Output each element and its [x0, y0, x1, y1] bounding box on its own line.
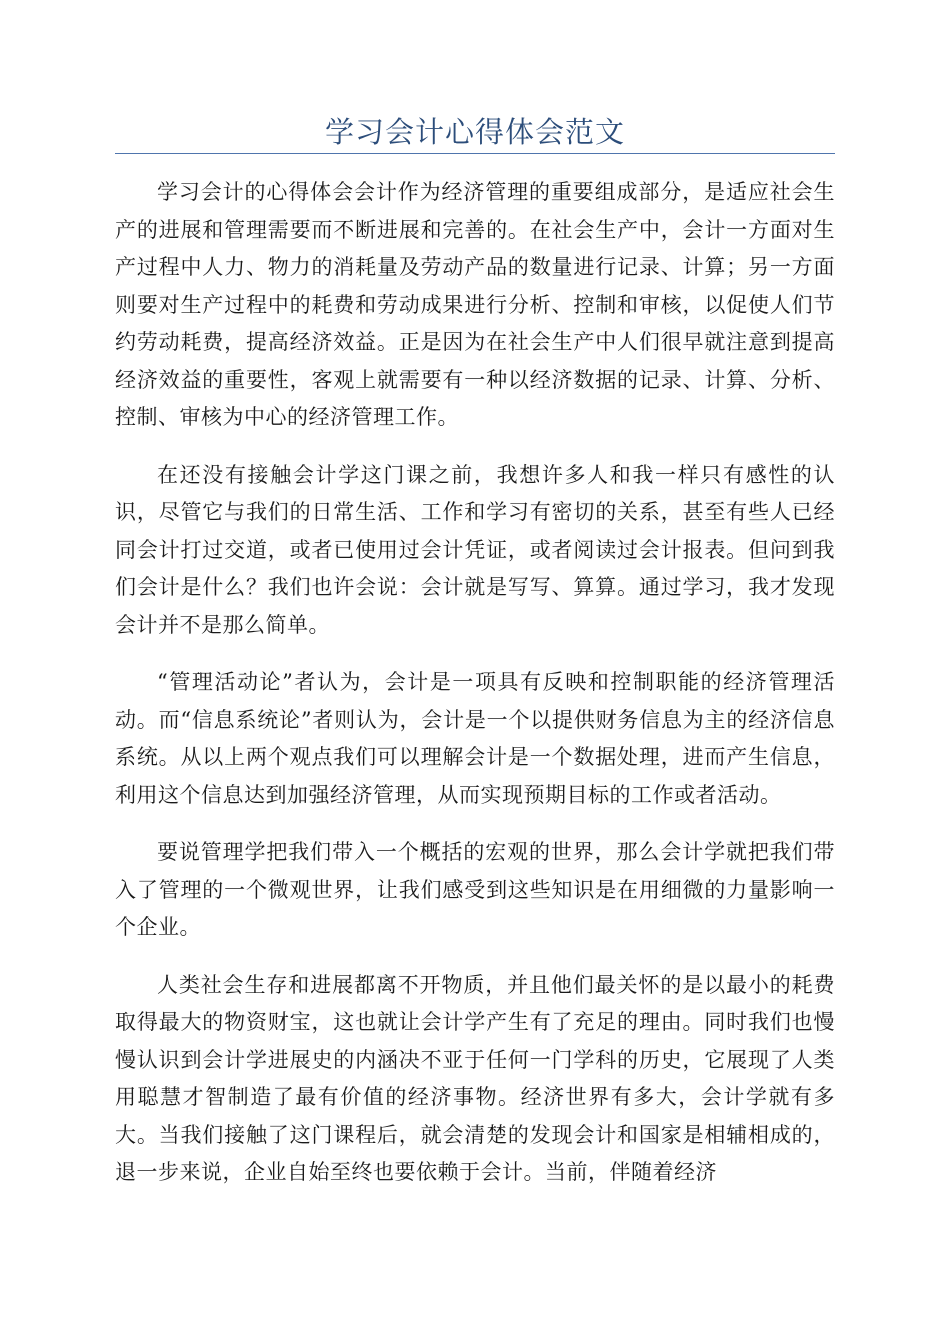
document-body: [115, 174, 835, 1212]
paragraph: 学习会计的心得体会会计作为经济管理的重要组成部分，是适应社会生产的进展和管理需要而不断进展和完善的。在社会生产中，会计一方面对生产过程中人力、物力的消耗量及劳动产品的数量进行记录、计算；另一方面则要对生产过程中的耗费和劳动成果进行分析、控制和审核，以促使人们节约劳动耗费，提高经济效益。正是因为在社会生产中人们很早就注意到提高经济效益的重要性，客观上就需要有一种以经济数据的记录、计算、分析、控制、审核为中心的经济管理工作。: [115, 180, 835, 429]
title-underline: [115, 153, 835, 154]
document-title: 学习会计心得体会范文: [324, 115, 625, 149]
paragraph: 要说管理学把我们带入一个概括的宏观的世界，那么会计学就把我们带入了管理的一个微观世界，让我们感受到这些知识是在用细微的力量影响一个企业。: [115, 840, 835, 939]
paragraph: “管理活动论”者认为，会计是一项具有反映和控制职能的经济管理活动。而“信息系统论”者则认为，会计是一个以提供财务信息为主的经济信息系统。从以上两个观点我们可以理解会计是一个数据处理，进而产生信息，利用这个信息达到加强经济管理，从而实现预期目标的工作或者活动。: [115, 670, 835, 807]
paragraph: 在还没有接触会计学这门课之前，我想许多人和我一样只有感性的认识，尽管它与我们的日常生活、工作和学习有密切的关系，甚至有些人已经同会计打过交道，或者已使用过会计凭证，或者阅读过会计报表。但问到我们会计是什么？我们也许会说：会计就是写写、算算。通过学习，我才发现会计并不是那么简单。: [115, 462, 835, 637]
paragraph: 人类社会生存和进展都离不开物质，并且他们最关怀的是以最小的耗费取得最大的物资财宝，这也就让会计学产生有了充足的理由。同时我们也慢慢认识到会计学进展史的内涵决不亚于任何一门学科的历史，它展现了人类用聪慧才智制造了最有价值的经济事物。经济世界有多大，会计学就有多大。当我们接触了这门课程后，就会清楚的发现会计和国家是相辅相成的，退一步来说，企业自始至终也要依赖于会计。当前，伴随着经济: [115, 972, 835, 1184]
